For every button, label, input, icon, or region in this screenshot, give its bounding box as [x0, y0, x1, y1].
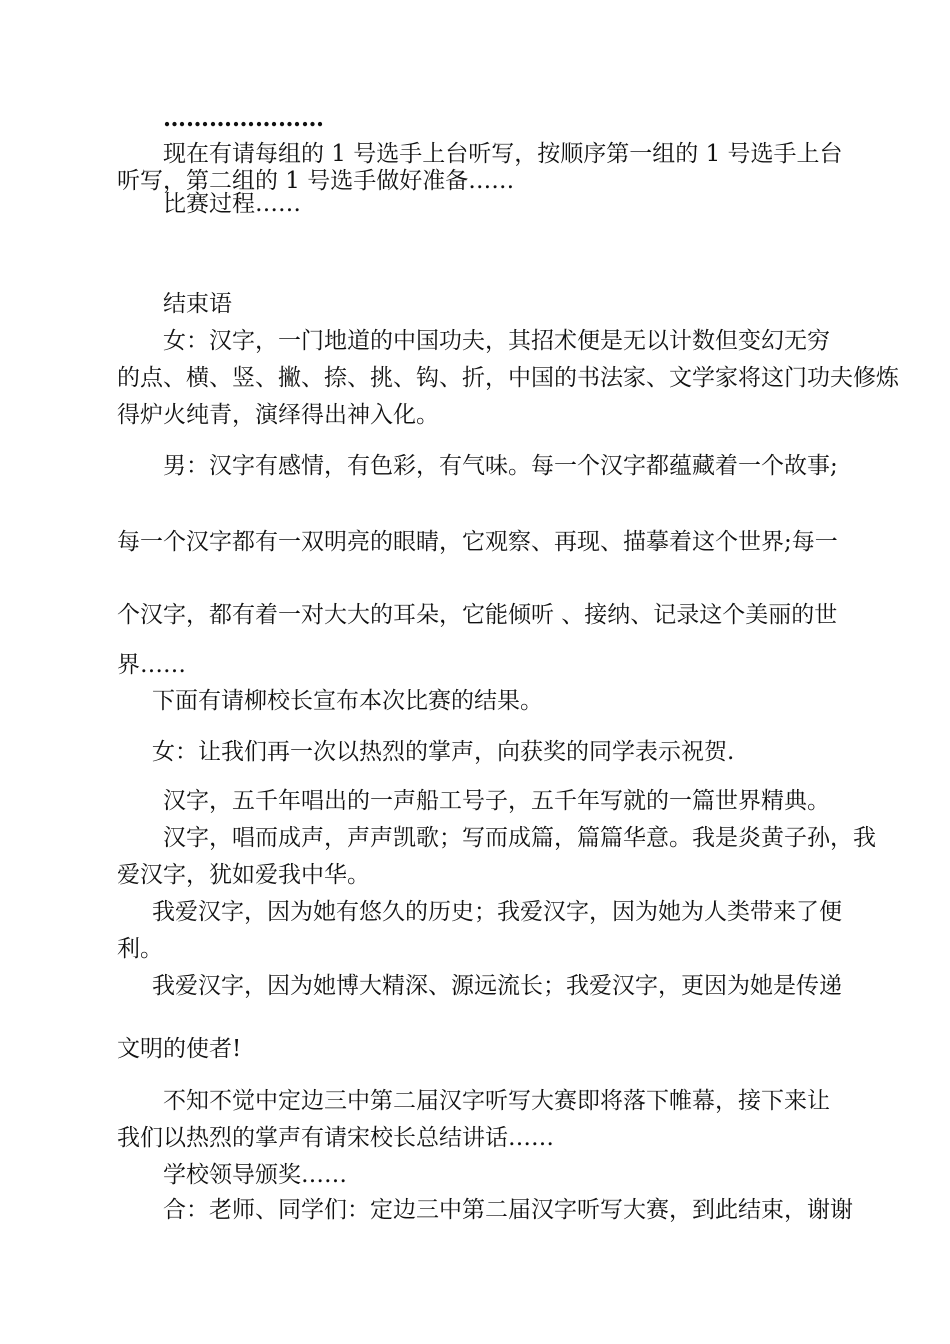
paragraph-line: 女：让我们再一次以热烈的掌声，向获奖的同学表示祝贺. [152, 739, 735, 765]
paragraph-line: 不知不觉中定边三中第二届汉字听写大赛即将落下帷幕，接下来让 [163, 1088, 830, 1114]
paragraph-line: 比赛过程…… [163, 191, 301, 217]
paragraph-line: 的点、横、竖、撇、捺、挑、钩、折，中国的书法家、文学家将这门功夫修炼 [117, 365, 899, 391]
paragraph-line: 文明的使者! [117, 1036, 242, 1062]
paragraph-line: 得炉火纯青，演绎得出神入化。 [117, 402, 439, 428]
paragraph-line: 利。 [117, 936, 163, 962]
paragraph-line: 我爱汉字，因为她博大精深、源远流长；我爱汉字，更因为她是传递 [152, 973, 842, 999]
paragraph-line: 合：老师、同学们：定边三中第二届汉字听写大赛，到此结束，谢谢 [163, 1197, 853, 1223]
paragraph-line: 汉字，五千年唱出的一声船工号子，五千年写就的一篇世界精典。 [163, 788, 830, 814]
paragraph-line: 个汉字，都有着一对大大的耳朵，它能倾听 、接纳、记录这个美丽的世 [117, 602, 838, 628]
ellipsis-line: ………………… [163, 105, 324, 132]
paragraph-line: 听写，第二组的 1 号选手做好准备…… [117, 168, 515, 194]
paragraph-line: 下面有请柳校长宣布本次比赛的结果。 [152, 688, 543, 714]
paragraph-line: 我爱汉字，因为她有悠久的历史；我爱汉字，因为她为人类带来了便 [152, 899, 842, 925]
paragraph-line: 每一个汉字都有一双明亮的眼睛，它观察、再现、描摹着这个世界;每一 [117, 529, 838, 555]
paragraph-line: 我们以热烈的掌声有请宋校长总结讲话…… [117, 1125, 554, 1151]
section-heading: 结束语 [163, 291, 232, 317]
paragraph-line: 学校领导颁奖…… [163, 1162, 347, 1188]
paragraph-line: 界…… [117, 652, 186, 678]
paragraph-line: 爱汉字，犹如爱我中华。 [117, 862, 370, 888]
paragraph-line: 女：汉字，一门地道的中国功夫，其招术便是无以计数但变幻无穷 [163, 328, 830, 354]
paragraph-line: 男：汉字有感情，有色彩，有气味。每一个汉字都蕴藏着一个故事; [163, 453, 838, 479]
paragraph-line: 现在有请每组的 1 号选手上台听写，按顺序第一组的 1 号选手上台 [163, 141, 843, 167]
paragraph-line: 汉字，唱而成声，声声凯歌；写而成篇，篇篇华意。我是炎黄子孙，我 [163, 825, 876, 851]
